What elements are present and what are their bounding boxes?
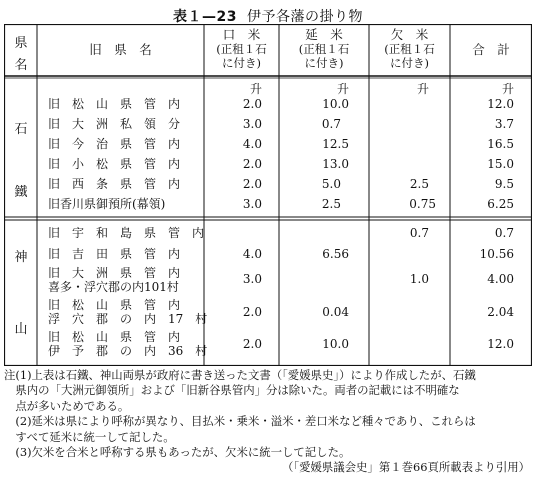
row-nobemai: 2.5: [321, 197, 341, 211]
row-kuchimai: 2.0: [242, 305, 262, 319]
row-kuchimai: 4.0: [242, 137, 262, 151]
table-title: [0, 6, 536, 26]
row-nobemai: 10.0: [322, 337, 349, 351]
row-total: 10.56: [479, 247, 514, 261]
row-name: 旧 西 条 県 管 内: [48, 177, 181, 191]
row-kuchimai: 2.0: [242, 337, 262, 351]
header-nobemai-sub1: (正租１石: [298, 42, 350, 56]
group-ishizuchi-char2: 鐵: [14, 185, 28, 200]
header-kemai: 欠 米: [390, 27, 429, 42]
header-kemai-sub1: (正租１石: [384, 42, 435, 56]
row-nobemai: 6.56: [322, 247, 349, 261]
header-kuchimai-sub1: (正租１石: [216, 42, 267, 56]
row-total: 12.0: [487, 97, 514, 111]
footnote-line: 注(1)上表は石鐵、神山両県が政府に書き送った文書（「愛媛県史」）により作成したが、石鐵: [4, 368, 476, 382]
unit-kuchimai: 升: [249, 82, 262, 96]
row-nobemai: 13.0: [322, 157, 349, 171]
row-total: 6.25: [487, 197, 514, 211]
unit-total: 升: [501, 82, 514, 96]
table-number: 表１—23: [173, 9, 237, 25]
row-total: 4.00: [487, 272, 514, 286]
row-nobemai: 12.5: [322, 137, 349, 151]
row-total: 9.5: [494, 177, 514, 191]
row-kemai: 2.5: [409, 177, 429, 191]
header-old-prefecture: 旧 県 名: [89, 42, 152, 57]
header-kuchimai: 口 米: [222, 27, 261, 42]
row-name: 旧 松 山 県 管 内: [48, 330, 181, 344]
unit-nobemai: 升: [336, 82, 349, 96]
row-nobemai: 5.0: [321, 177, 341, 191]
row-total: 16.5: [487, 137, 514, 151]
row-name-sub: 伊 予 郡 の 内 36 村: [48, 344, 208, 358]
row-name: 旧 小 松 県 管 内: [48, 157, 181, 171]
row-total: 3.7: [494, 117, 514, 131]
footnote-line: (2)延米は県により呼称が異なり、目払米・乗米・溢米・差口米など種々であり、これらは: [4, 414, 476, 429]
header-nobemai: 延 米: [305, 27, 343, 42]
row-name: 旧 松 山 県 管 内: [48, 97, 181, 111]
row-name-sub: 浮 穴 郡 の 内 17 村: [48, 312, 208, 326]
row-nobemai: 10.0: [322, 97, 349, 111]
row-total: 15.0: [487, 157, 514, 171]
header-nobemai-sub2: に付き): [304, 56, 344, 70]
row-name: 旧 宇 和 島 県 管 内: [48, 226, 205, 240]
header-prefecture-bottom: 名: [14, 58, 28, 73]
header-kemai-sub2: に付き): [390, 56, 429, 70]
row-total: 0.7: [494, 226, 514, 240]
footnotes: [4, 368, 532, 476]
group-ishizuchi-char1: 石: [14, 122, 28, 137]
row-total: 2.04: [487, 305, 514, 319]
row-nobemai: 0.7: [321, 117, 341, 131]
footnote-line: すべて延米に統一して記した。: [4, 429, 175, 444]
row-kuchimai: 3.0: [242, 272, 262, 286]
row-name: 旧 松 山 県 管 内: [48, 298, 181, 312]
row-kuchimai: 2.0: [242, 97, 262, 111]
row-total: 12.0: [487, 337, 514, 351]
header-total: 合 計: [472, 42, 510, 57]
row-nobemai: 0.04: [322, 305, 349, 319]
row-kuchimai: 3.0: [242, 197, 262, 211]
group-kamiyama-char2: 山: [14, 322, 28, 337]
row-name: 旧 吉 田 県 管 内: [48, 247, 181, 261]
row-kuchimai: 2.0: [242, 157, 262, 171]
unit-kemai: 升: [416, 82, 429, 96]
footnote-line: (3)欠米を合米と呼称する県もあったが、欠米に統一して記した。: [4, 445, 351, 460]
data-table: [4, 24, 532, 366]
row-name: 旧 今 治 県 管 内: [48, 137, 181, 151]
footnote-line: 点が多いためである。: [4, 398, 130, 413]
header-kuchimai-sub2: に付き): [222, 56, 261, 70]
group-kamiyama-char1: 神: [14, 250, 28, 265]
row-name: 旧 大 洲 私 領 分: [48, 117, 181, 131]
row-kemai: 0.75: [409, 197, 436, 211]
row-name: 旧香川県御預所(幕領): [48, 197, 166, 211]
table-caption: 伊予各藩の掛り物: [246, 9, 363, 25]
footnote-line: 県内の「大洲元御領所」および「旧新谷県管内」分は除いた。両者の記載には不明確な: [4, 383, 460, 398]
row-kuchimai: 2.0: [242, 177, 262, 191]
header-prefecture-top: 県: [14, 36, 28, 51]
row-kemai: 1.0: [409, 272, 429, 286]
row-kuchimai: 4.0: [242, 247, 262, 261]
row-name-sub: 喜多・浮穴郡の内101村: [48, 280, 179, 294]
row-kemai: 0.7: [409, 226, 429, 240]
source-citation: （「愛媛県議会史」第１巻66頁所載表より引用）: [282, 460, 530, 475]
row-name: 旧 大 洲 県 管 内: [48, 266, 181, 280]
row-kuchimai: 3.0: [242, 117, 262, 131]
